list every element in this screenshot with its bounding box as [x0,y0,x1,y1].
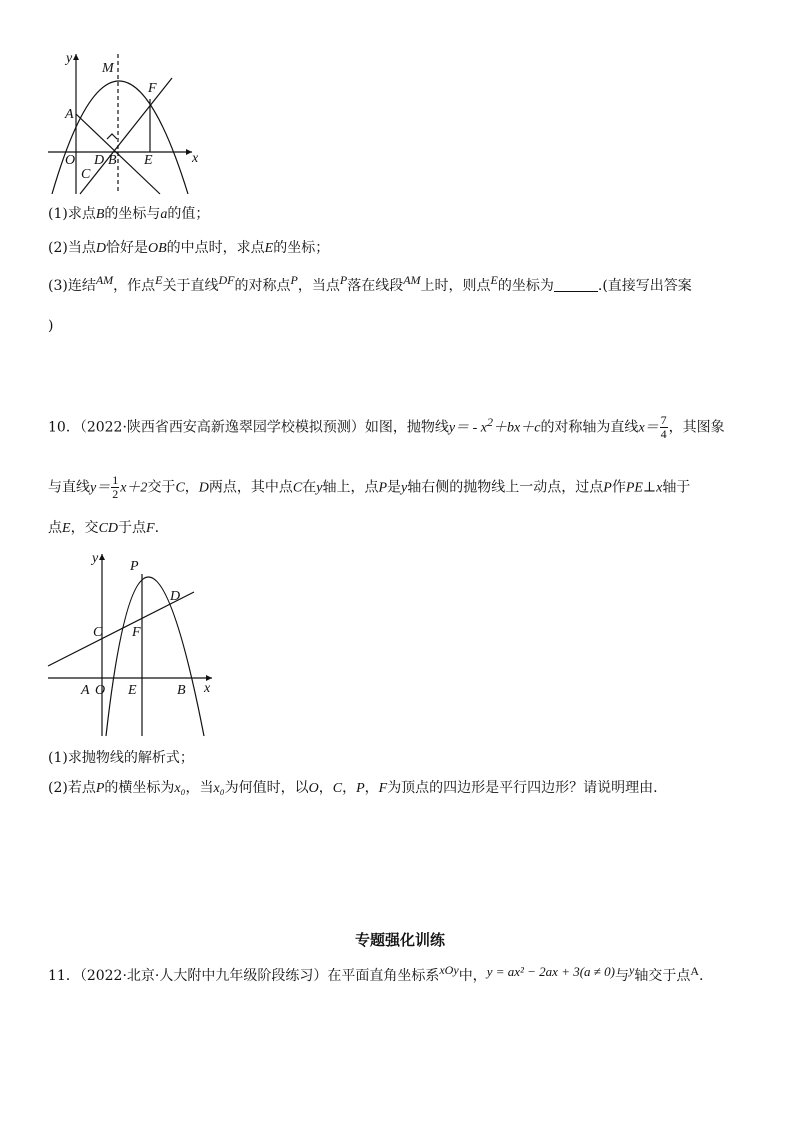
fraction-7-4: $\frac{7}{4}$ [660,413,667,441]
fig2-label-B: B [177,683,186,698]
q9-part3: (3)连结AM，作点E关于直线DF的对称点P，当点P落在线段AM上时，则点E的坐标为 .(直接写出答案 [48,273,692,294]
fig2-label-y: y [92,551,99,566]
fig1-label-x: x [192,151,199,166]
fig2-label-O: O [95,683,106,698]
fig2-label-P: P [130,559,139,574]
fig2-label-F: F [132,625,141,640]
fig1-label-B: B [108,153,117,168]
q10-part2: (2)若点P的横坐标为x₀，当x₀为何值时，以O，C，P，F为顶点的四边形是平行四边形？请说明理由. [48,780,658,796]
q10-line3: 点E，交CD于点F. [48,520,160,536]
figure-1-parabola-diagram [40,48,210,198]
q10-line1: 10．（2022·陕西省西安高新逸翠园学校模拟预测）如图，抛物线y＝ - x2＋bx＋c的对称轴为直线x＝ $\frac{7}{4}$ ，其图象 [48,413,725,441]
fig1-label-M: M [102,61,114,76]
fraction-1-2: $\frac{1}{2}$ [112,473,119,501]
fig2-label-A: A [81,683,90,698]
parabola-curve [106,577,204,736]
fig2-label-C: C [93,625,103,640]
right-angle-mark [107,134,117,139]
fig1-label-F: F [148,81,157,96]
q11-line1: 11．（2022·北京·人大附中九年级阶段练习）在平面直角坐标系xOy中，y = ax² − 2ax + 3(a ≠ 0)与y轴交于点A. [48,963,704,984]
section-heading: 专题强化训练 [354,931,445,949]
fig2-label-x: x [204,681,211,696]
figure-2-parabola-diagram [40,548,220,738]
q9-part1: (1)求点B的坐标与a的值； [48,206,210,222]
parabola-curve [52,81,188,194]
q9-part3-end: ) [48,318,54,334]
fig1-label-O: O [65,153,76,168]
q10-part1: (1)求抛物线的解析式； [48,750,194,766]
fig2-label-E: E [128,683,137,698]
line-CF [80,78,172,194]
answer-blank [554,277,598,292]
fig1-label-D: D [94,153,105,168]
fig1-label-C: C [81,167,91,182]
q10-line2: 与直线y＝ $\frac{1}{2}$ x＋2交于C，D两点，其中点C在y轴上，点P是y轴右侧的抛物线上一动点，过点P作PE⊥x轴于 [48,473,691,501]
fig2-label-D: D [170,589,181,604]
fig1-label-y: y [66,51,73,66]
fig1-label-A: A [65,107,74,122]
fig1-label-E: E [144,153,153,168]
q9-part2: (2)当点D恰好是OB的中点时，求点E的坐标； [48,240,330,256]
